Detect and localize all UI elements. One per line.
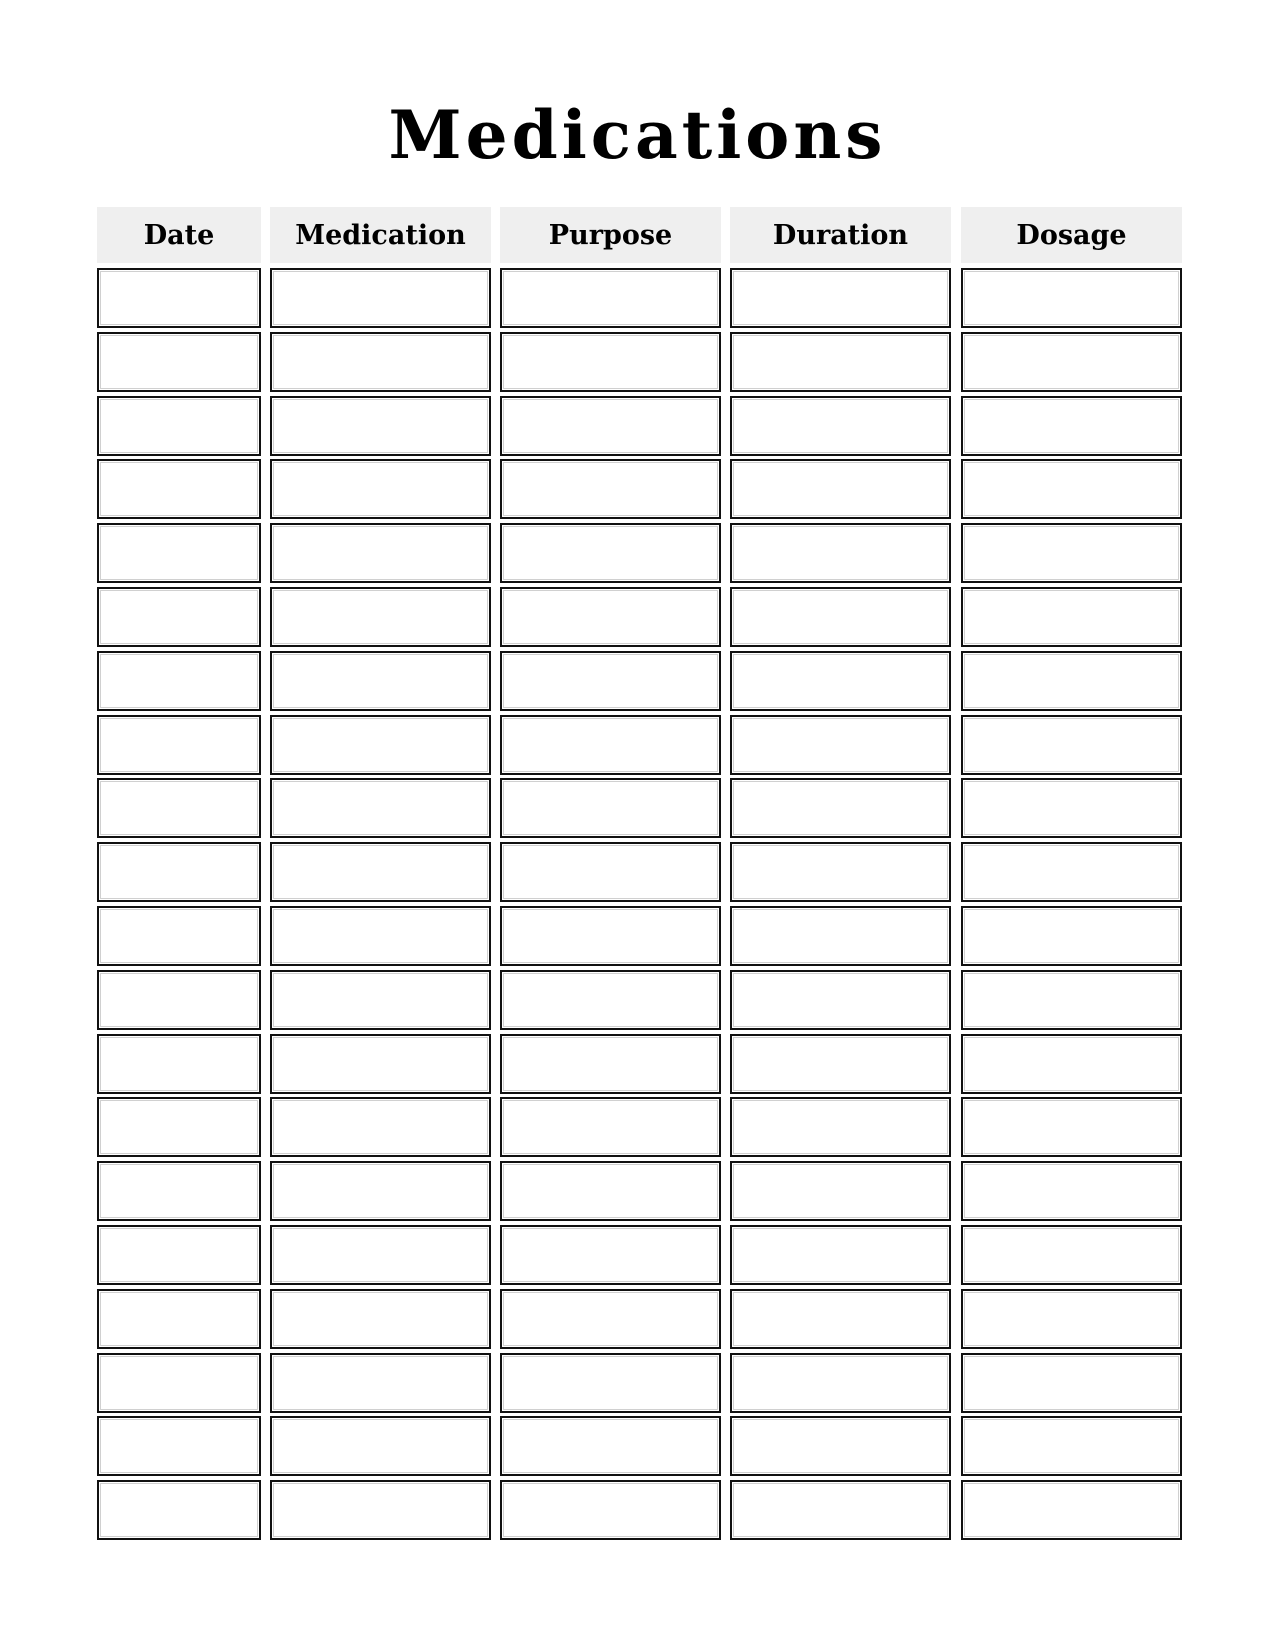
table-cell-medication[interactable] [270, 1353, 491, 1413]
table-cell-medication[interactable] [270, 1289, 491, 1349]
table-cell-purpose[interactable] [500, 523, 721, 583]
table-cell-date[interactable] [97, 523, 261, 583]
table-cell-dosage[interactable] [961, 778, 1182, 838]
table-cell-duration[interactable] [730, 1161, 951, 1221]
table-cell-purpose[interactable] [500, 1353, 721, 1413]
table-cell-purpose[interactable] [500, 1097, 721, 1157]
table-cell-dosage[interactable] [961, 268, 1182, 328]
table-cell-duration[interactable] [730, 651, 951, 711]
table-cell-date[interactable] [97, 268, 261, 328]
table-cell-dosage[interactable] [961, 459, 1182, 519]
table-cell-date[interactable] [97, 1161, 261, 1221]
table-cell-date[interactable] [97, 332, 261, 392]
table-cell-purpose[interactable] [500, 842, 721, 902]
table-cell-purpose[interactable] [500, 1289, 721, 1349]
table-cell-medication[interactable] [270, 396, 491, 456]
table-cell-purpose[interactable] [500, 715, 721, 775]
table-cell-date[interactable] [97, 1480, 261, 1540]
table-cell-dosage[interactable] [961, 1289, 1182, 1349]
table-cell-date[interactable] [97, 651, 261, 711]
table-cell-dosage[interactable] [961, 1034, 1182, 1094]
table-cell-dosage[interactable] [961, 523, 1182, 583]
table-cell-duration[interactable] [730, 587, 951, 647]
table-cell-duration[interactable] [730, 1416, 951, 1476]
table-cell-dosage[interactable] [961, 1225, 1182, 1285]
table-cell-dosage[interactable] [961, 970, 1182, 1030]
table-cell-date[interactable] [97, 1353, 261, 1413]
table-cell-medication[interactable] [270, 268, 491, 328]
column-header-purpose: Purpose [500, 207, 721, 263]
table-cell-medication[interactable] [270, 523, 491, 583]
table-cell-purpose[interactable] [500, 1416, 721, 1476]
table-cell-duration[interactable] [730, 332, 951, 392]
table-cell-duration[interactable] [730, 778, 951, 838]
table-cell-medication[interactable] [270, 970, 491, 1030]
table-cell-duration[interactable] [730, 396, 951, 456]
table-cell-medication[interactable] [270, 906, 491, 966]
table-cell-dosage[interactable] [961, 1416, 1182, 1476]
column-header-dosage: Dosage [961, 207, 1182, 263]
table-cell-medication[interactable] [270, 332, 491, 392]
table-cell-dosage[interactable] [961, 1097, 1182, 1157]
table-cell-date[interactable] [97, 587, 261, 647]
table-cell-date[interactable] [97, 1097, 261, 1157]
table-cell-medication[interactable] [270, 1225, 491, 1285]
table-cell-duration[interactable] [730, 1097, 951, 1157]
table-cell-purpose[interactable] [500, 1225, 721, 1285]
table-cell-duration[interactable] [730, 1225, 951, 1285]
table-cell-duration[interactable] [730, 1480, 951, 1540]
table-cell-dosage[interactable] [961, 651, 1182, 711]
column-header-date: Date [97, 207, 261, 263]
table-cell-date[interactable] [97, 970, 261, 1030]
table-cell-medication[interactable] [270, 715, 491, 775]
table-cell-purpose[interactable] [500, 459, 721, 519]
table-cell-dosage[interactable] [961, 1353, 1182, 1413]
table-cell-duration[interactable] [730, 1353, 951, 1413]
column-header-medication: Medication [270, 207, 491, 263]
table-cell-dosage[interactable] [961, 1161, 1182, 1221]
table-cell-date[interactable] [97, 1225, 261, 1285]
table-cell-medication[interactable] [270, 1034, 491, 1094]
table-cell-purpose[interactable] [500, 906, 721, 966]
table-cell-date[interactable] [97, 715, 261, 775]
table-cell-dosage[interactable] [961, 396, 1182, 456]
table-cell-medication[interactable] [270, 587, 491, 647]
table-cell-date[interactable] [97, 1034, 261, 1094]
table-cell-medication[interactable] [270, 1416, 491, 1476]
table-cell-purpose[interactable] [500, 1034, 721, 1094]
page-title: Medications [388, 96, 887, 174]
table-cell-duration[interactable] [730, 459, 951, 519]
table-cell-purpose[interactable] [500, 970, 721, 1030]
table-cell-medication[interactable] [270, 778, 491, 838]
table-cell-purpose[interactable] [500, 778, 721, 838]
table-cell-purpose[interactable] [500, 268, 721, 328]
table-cell-medication[interactable] [270, 842, 491, 902]
table-cell-date[interactable] [97, 459, 261, 519]
table-cell-dosage[interactable] [961, 842, 1182, 902]
table-cell-purpose[interactable] [500, 332, 721, 392]
table-cell-date[interactable] [97, 906, 261, 966]
table-cell-duration[interactable] [730, 715, 951, 775]
table-cell-duration[interactable] [730, 970, 951, 1030]
table-cell-medication[interactable] [270, 1161, 491, 1221]
table-cell-dosage[interactable] [961, 332, 1182, 392]
table-cell-date[interactable] [97, 842, 261, 902]
table-cell-dosage[interactable] [961, 587, 1182, 647]
table-cell-dosage[interactable] [961, 1480, 1182, 1540]
table-cell-duration[interactable] [730, 523, 951, 583]
table-cell-duration[interactable] [730, 842, 951, 902]
table-cell-date[interactable] [97, 778, 261, 838]
table-cell-medication[interactable] [270, 1097, 491, 1157]
table-cell-date[interactable] [97, 1416, 261, 1476]
table-cell-purpose[interactable] [500, 651, 721, 711]
table-cell-duration[interactable] [730, 268, 951, 328]
table-cell-medication[interactable] [270, 459, 491, 519]
table-cell-duration[interactable] [730, 906, 951, 966]
table-cell-dosage[interactable] [961, 906, 1182, 966]
table-cell-purpose[interactable] [500, 1480, 721, 1540]
table-cell-purpose[interactable] [500, 587, 721, 647]
table-cell-duration[interactable] [730, 1034, 951, 1094]
column-header-duration: Duration [730, 207, 951, 263]
table-cell-duration[interactable] [730, 1289, 951, 1349]
table-cell-date[interactable] [97, 1289, 261, 1349]
table-cell-medication[interactable] [270, 1480, 491, 1540]
table-cell-purpose[interactable] [500, 1161, 721, 1221]
table-cell-medication[interactable] [270, 651, 491, 711]
table-cell-date[interactable] [97, 396, 261, 456]
table-cell-dosage[interactable] [961, 715, 1182, 775]
table-cell-purpose[interactable] [500, 396, 721, 456]
